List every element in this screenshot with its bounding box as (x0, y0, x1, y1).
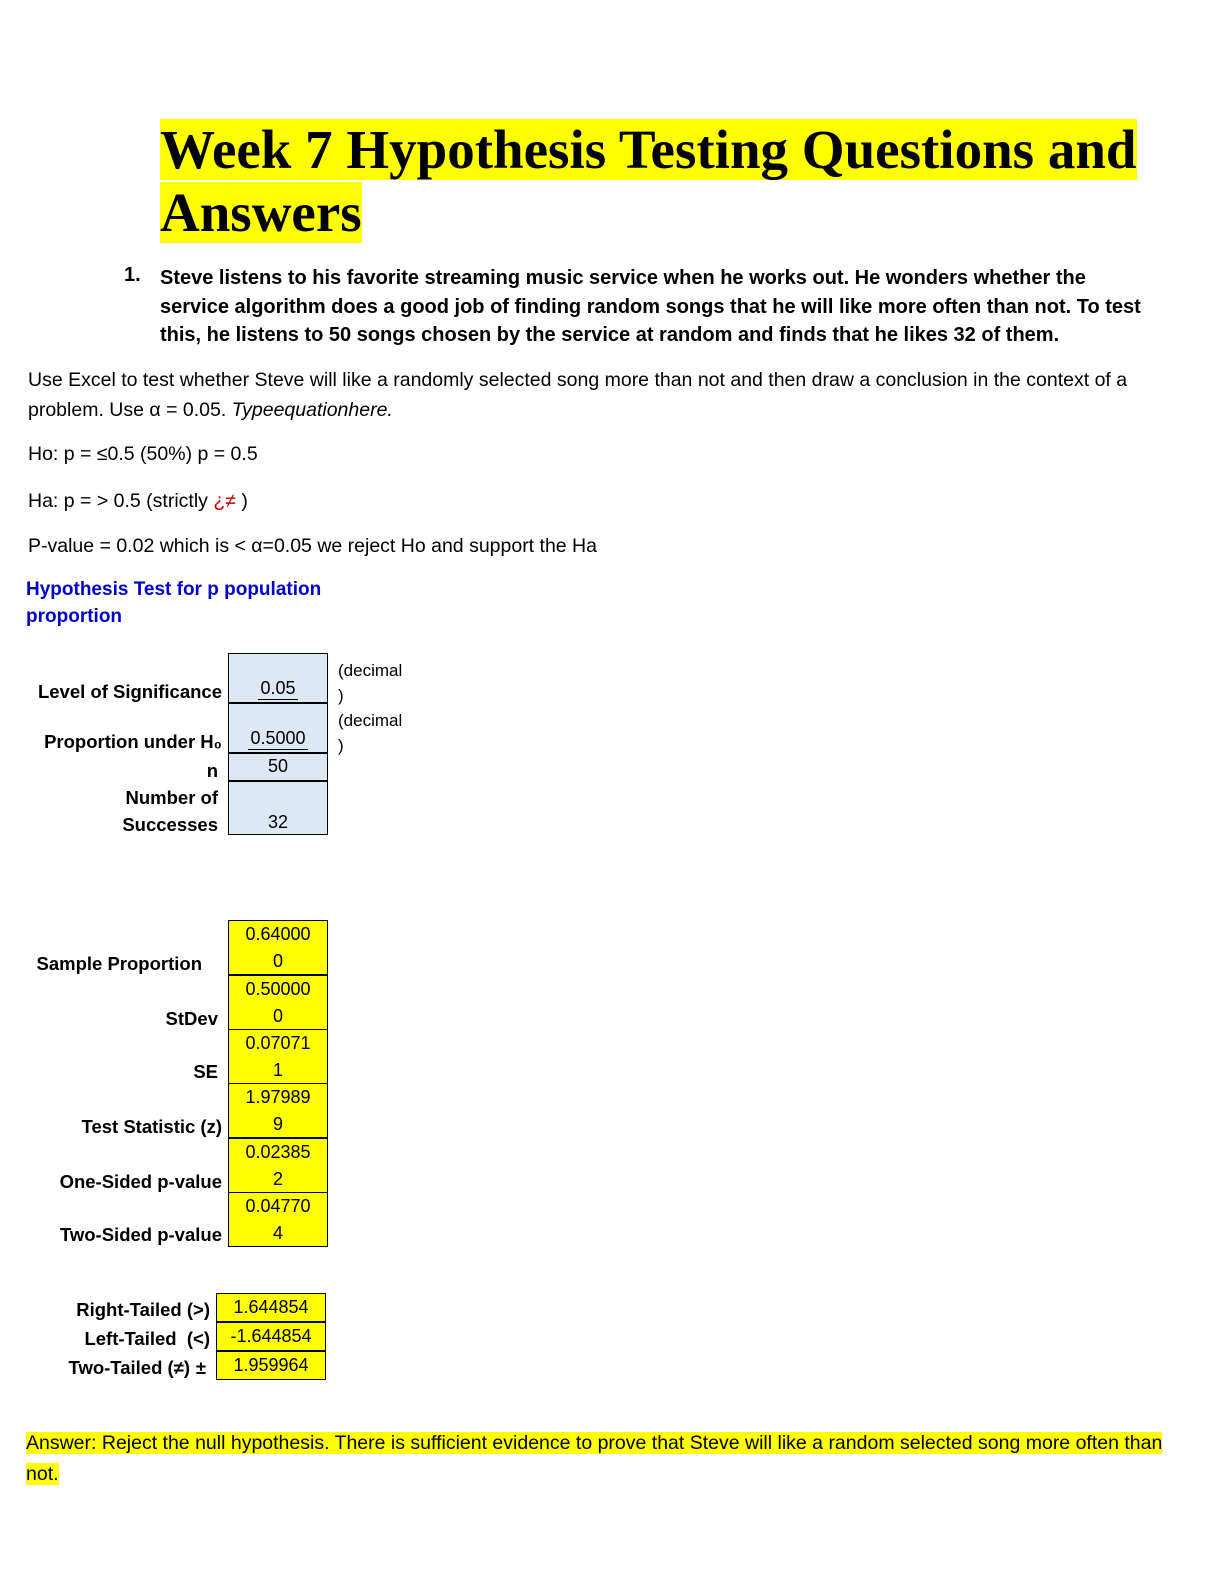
question-number: 1. (124, 264, 141, 286)
output-value-two-sided: 0.04770 (245, 1196, 311, 1216)
output-value-test-statistic-cont: 9 (272, 1114, 283, 1134)
output-label-se: SE (193, 1061, 218, 1082)
output-cell-two-sided (228, 1192, 328, 1247)
question-text: Steve listens to his favorite streaming music service when he works out. He wonders whether the service algorithm does a good job of finding random songs that he will like more often than not. To test this, he listens to 50 songs chosen by the service at random and finds that he likes 32 of them. (160, 267, 1141, 346)
output-value-stdev-cont: 0 (272, 1006, 283, 1026)
input-cell-significance[interactable] (228, 653, 328, 703)
output-cell-stdev (228, 975, 328, 1030)
input-cell-proportion[interactable] (228, 703, 328, 753)
output-label-one-sided: One-Sided p-value (59, 1171, 222, 1192)
output-label-stdev: StDev (165, 1008, 218, 1029)
output-cell-test-statistic (228, 1083, 328, 1138)
input-label-proportion: Proportion under H₀ (44, 731, 222, 752)
input-label-n: n (206, 760, 218, 781)
input-note-significance: (decimal ) (338, 661, 403, 705)
answer (26, 1428, 1196, 1490)
instructions (28, 365, 1178, 425)
critical-cell-right (216, 1293, 326, 1322)
alternative-hypothesis (28, 486, 248, 516)
answer-text: Answer: Reject the null hypothesis. There is sufficient evidence to prove that Steve will like a random selected song more often than not. (26, 1432, 1163, 1485)
critical-label-two: Two-Tailed (≠) (68, 1357, 190, 1378)
critical-cell-two (216, 1351, 326, 1380)
input-value-successes: 32 (267, 812, 289, 832)
null-hypothesis: Ho: p = ≤0.5 (50%) p = 0.5 (28, 443, 258, 465)
pvalue-conclusion: P-value = 0.02 which is < α=0.05 we reject Ho and support the Ha (28, 535, 597, 557)
input-cell-n[interactable] (228, 753, 328, 781)
input-label-significance: Level of Significance (37, 681, 222, 702)
output-value-one-sided: 0.02385 (245, 1142, 311, 1162)
output-cell-sample-proportion (228, 920, 328, 975)
output-value-test-statistic: 1.97989 (245, 1087, 311, 1107)
input-cell-successes[interactable] (228, 781, 328, 835)
output-label-two-sided: Two-Sided p-value (59, 1224, 222, 1245)
ha-symbol: ¿≠ (213, 490, 236, 512)
output-cell-one-sided (228, 1138, 328, 1193)
calculator-title: Hypothesis Test for p population proportion (26, 579, 322, 627)
output-value-stdev: 0.50000 (245, 979, 311, 999)
critical-label-right: Right-Tailed (>) (76, 1299, 210, 1320)
equation-placeholder: Typeequationhere. (231, 399, 393, 421)
critical-sign-two: ± (195, 1357, 207, 1378)
critical-label-left: Left-Tailed (<) (84, 1328, 210, 1349)
output-value-one-sided-cont: 2 (272, 1169, 283, 1189)
output-value-se: 0.07071 (245, 1033, 311, 1053)
input-value-n: 50 (267, 756, 289, 776)
output-label-sample-proportion: Sample Proportion (36, 953, 202, 974)
output-value-se-cont: 1 (272, 1060, 283, 1080)
ha-suffix: ) (235, 490, 248, 512)
instructions-text: Use Excel to test whether Steve will like a randomly selected song more than not and then draw a conclusion in the context of a problem. Use α = 0.05. (28, 369, 1128, 421)
page-title: Week 7 Hypothesis Testing Questions and Answers (160, 119, 1137, 243)
ha-prefix: Ha: p = > 0.5 (strictly (28, 490, 214, 512)
input-label-successes: Number of Successes (122, 787, 218, 835)
output-cell-se (228, 1029, 328, 1084)
input-value-proportion: 0.5000 (250, 728, 306, 748)
output-value-sample-proportion: 0.64000 (245, 924, 311, 944)
input-note-proportion: (decimal ) (338, 711, 403, 755)
output-value-two-sided-cont: 4 (272, 1223, 283, 1243)
input-value-significance: 0.05 (260, 678, 296, 698)
output-label-test-statistic: Test Statistic (z) (81, 1116, 222, 1137)
output-value-sample-proportion-cont: 0 (272, 951, 283, 971)
critical-cell-left (216, 1322, 326, 1351)
critical-value-right: 1.644854 (231, 1294, 310, 1322)
critical-value-two: 1.959964 (233, 1355, 309, 1375)
critical-value-left: -1.644854 (228, 1323, 313, 1351)
